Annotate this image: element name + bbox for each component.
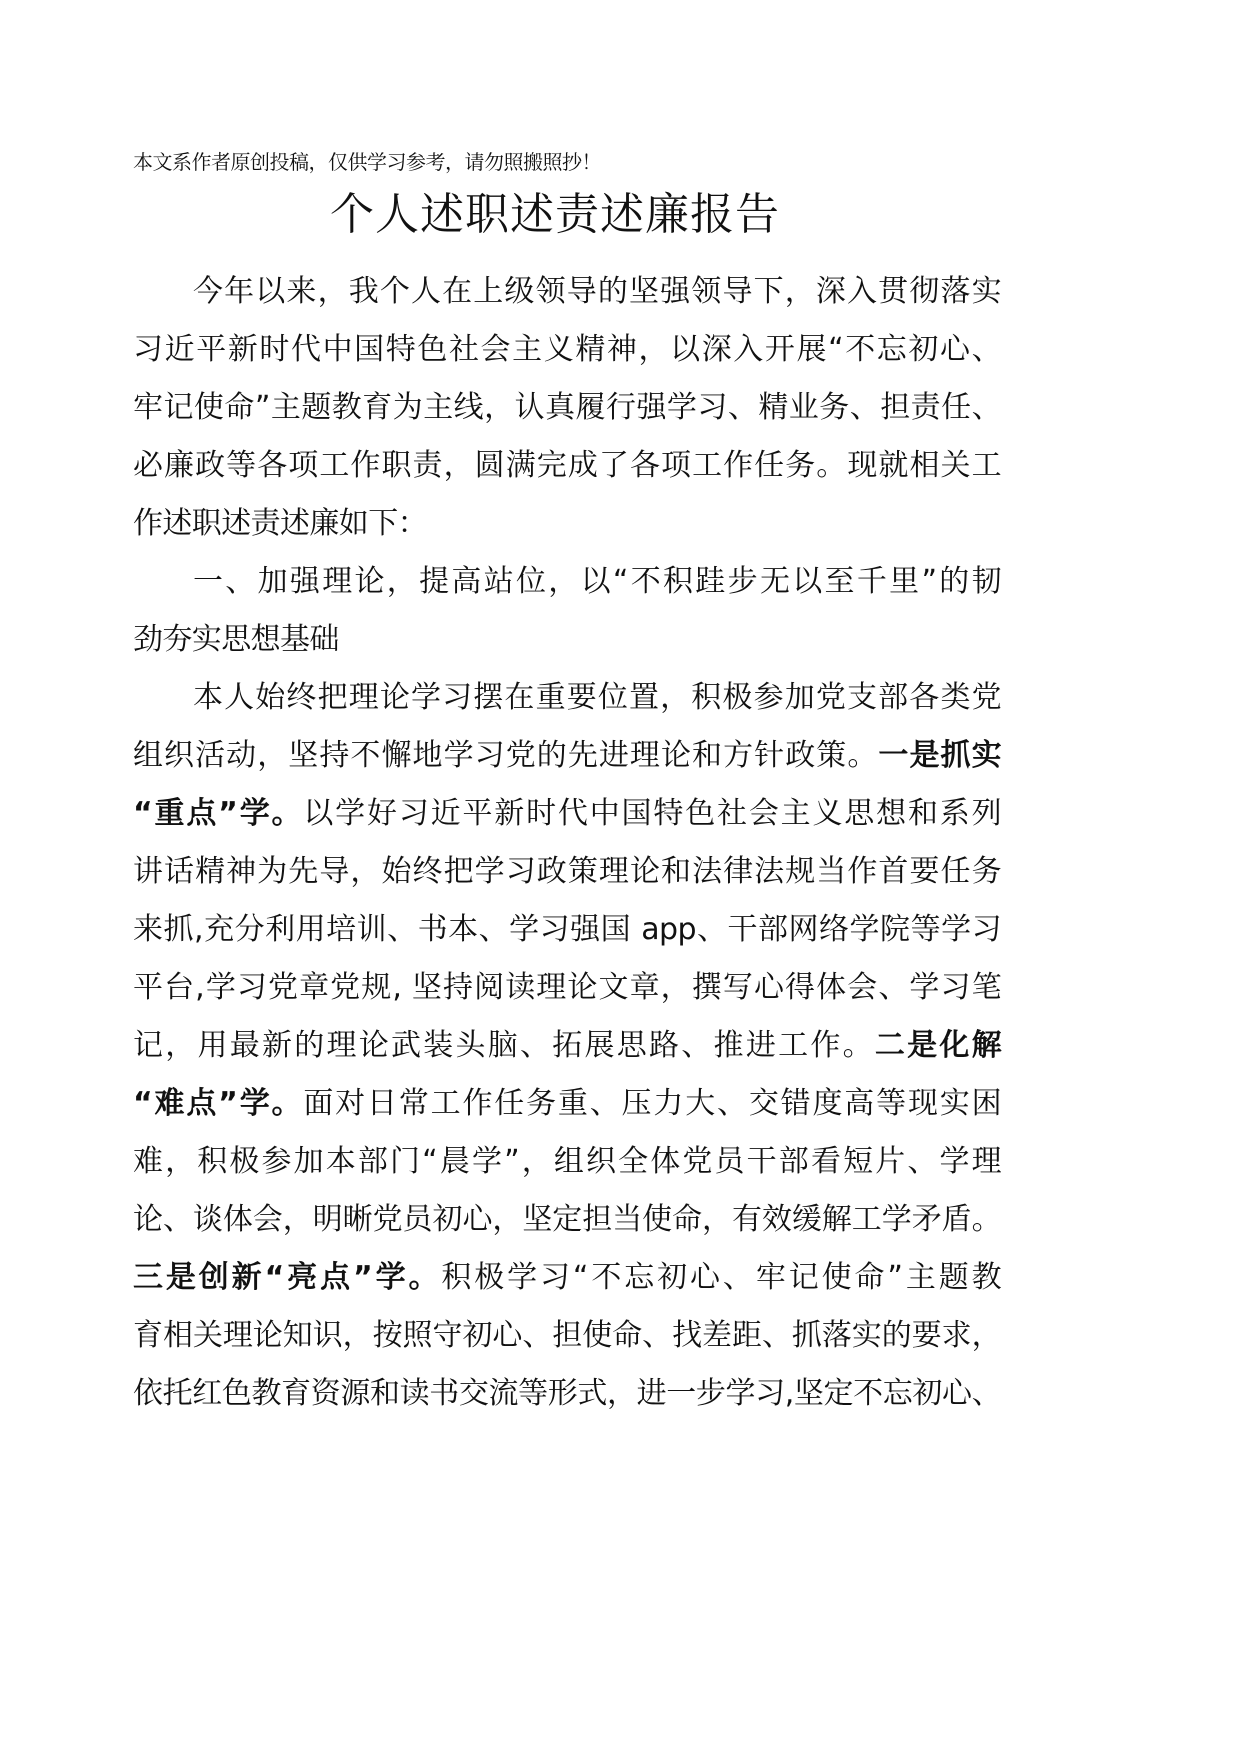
text-line bbox=[133, 560, 1001, 618]
text-segment: 依托红色教育资源和读书交流等形式，进一步学习,坚定不忘初心、 bbox=[133, 1376, 1001, 1411]
text-segment: 必廉政等各项工作职责，圆满完成了各项工作任务。现就相关工 bbox=[133, 448, 1001, 483]
text-segment: 记，用最新的理论武装头脑、拓展思路、推进工作。 bbox=[133, 1028, 875, 1063]
text-line bbox=[133, 502, 1001, 560]
text-segment: 难，积极参加本部门“晨学”，组织全体党员干部看短片、学理 bbox=[133, 1144, 1001, 1179]
bold-text-segment: “难点”学。 bbox=[133, 1086, 304, 1121]
bold-text-segment: 二是化解 bbox=[874, 1028, 1001, 1063]
text-line bbox=[133, 444, 1001, 502]
text-line bbox=[133, 386, 1001, 444]
text-segment: 平台,学习党章党规, 坚持阅读理论文章，撰写心得体会、学习笔 bbox=[133, 970, 1001, 1005]
text-line bbox=[133, 618, 1001, 676]
text-segment: 组织活动，坚持不懈地学习党的先进理论和方针政策。 bbox=[133, 738, 879, 773]
text-segment: 来抓,充分利用培训、书本、学习强国 app、干部网络学院等学习 bbox=[133, 912, 1001, 947]
text-line bbox=[133, 1082, 1001, 1140]
text-segment: 讲话精神为先导，始终把学习政策理论和法律法规当作首要任务 bbox=[133, 854, 1001, 889]
text-segment: 面对日常工作任务重、压力大、交错度高等现实困 bbox=[303, 1086, 1001, 1121]
text-segment: 积极学习“不忘初心、牢记使命”主题教 bbox=[441, 1260, 1001, 1295]
text-segment: 作述职述责述廉如下： bbox=[133, 506, 427, 541]
bold-text-segment: “重点”学。 bbox=[133, 796, 304, 831]
text-segment: 习近平新时代中国特色社会主义精神，以深入开展“不忘初心、 bbox=[133, 332, 1001, 367]
text-line bbox=[133, 1314, 1001, 1372]
text-line bbox=[133, 1372, 1001, 1430]
text-segment: 育相关理论知识，按照守初心、担使命、找差距、抓落实的要求， bbox=[133, 1318, 1001, 1353]
copyright-note: 本文系作者原创投稿，仅供学习参考，请勿照搬照抄！ bbox=[133, 150, 601, 174]
bold-text-segment: 三是创新“亮点”学。 bbox=[133, 1260, 442, 1295]
text-line bbox=[133, 1140, 1001, 1198]
text-segment: 一、加强理论，提高站位，以“不积跬步无以至千里”的韧 bbox=[193, 564, 1001, 599]
text-line bbox=[133, 676, 1001, 734]
text-line bbox=[133, 850, 1001, 908]
text-segment: 劲夯实思想基础 bbox=[133, 622, 339, 657]
text-line bbox=[133, 908, 1001, 966]
text-segment: 本人始终把理论学习摆在重要位置，积极参加党支部各类党 bbox=[193, 680, 1001, 715]
text-segment: 牢记使命”主题教育为主线，认真履行强学习、精业务、担责任、 bbox=[133, 390, 1001, 425]
bold-text-segment: 一是抓实 bbox=[878, 738, 1001, 773]
document-body bbox=[133, 270, 1001, 1430]
text-line bbox=[133, 328, 1001, 386]
document-title: 个人述职述责述廉报告 bbox=[330, 189, 780, 240]
text-line bbox=[133, 734, 1001, 792]
text-line bbox=[133, 1024, 1001, 1082]
text-segment: 以学好习近平新时代中国特色社会主义思想和系列 bbox=[303, 796, 1001, 831]
text-line bbox=[133, 1198, 1001, 1256]
text-line bbox=[133, 792, 1001, 850]
text-segment: 今年以来，我个人在上级领导的坚强领导下，深入贯彻落实 bbox=[193, 274, 1001, 309]
text-line bbox=[133, 1256, 1001, 1314]
text-line bbox=[133, 270, 1001, 328]
text-segment: 论、谈体会，明晰党员初心，坚定担当使命，有效缓解工学矛盾。 bbox=[133, 1202, 1001, 1237]
text-line bbox=[133, 966, 1001, 1024]
